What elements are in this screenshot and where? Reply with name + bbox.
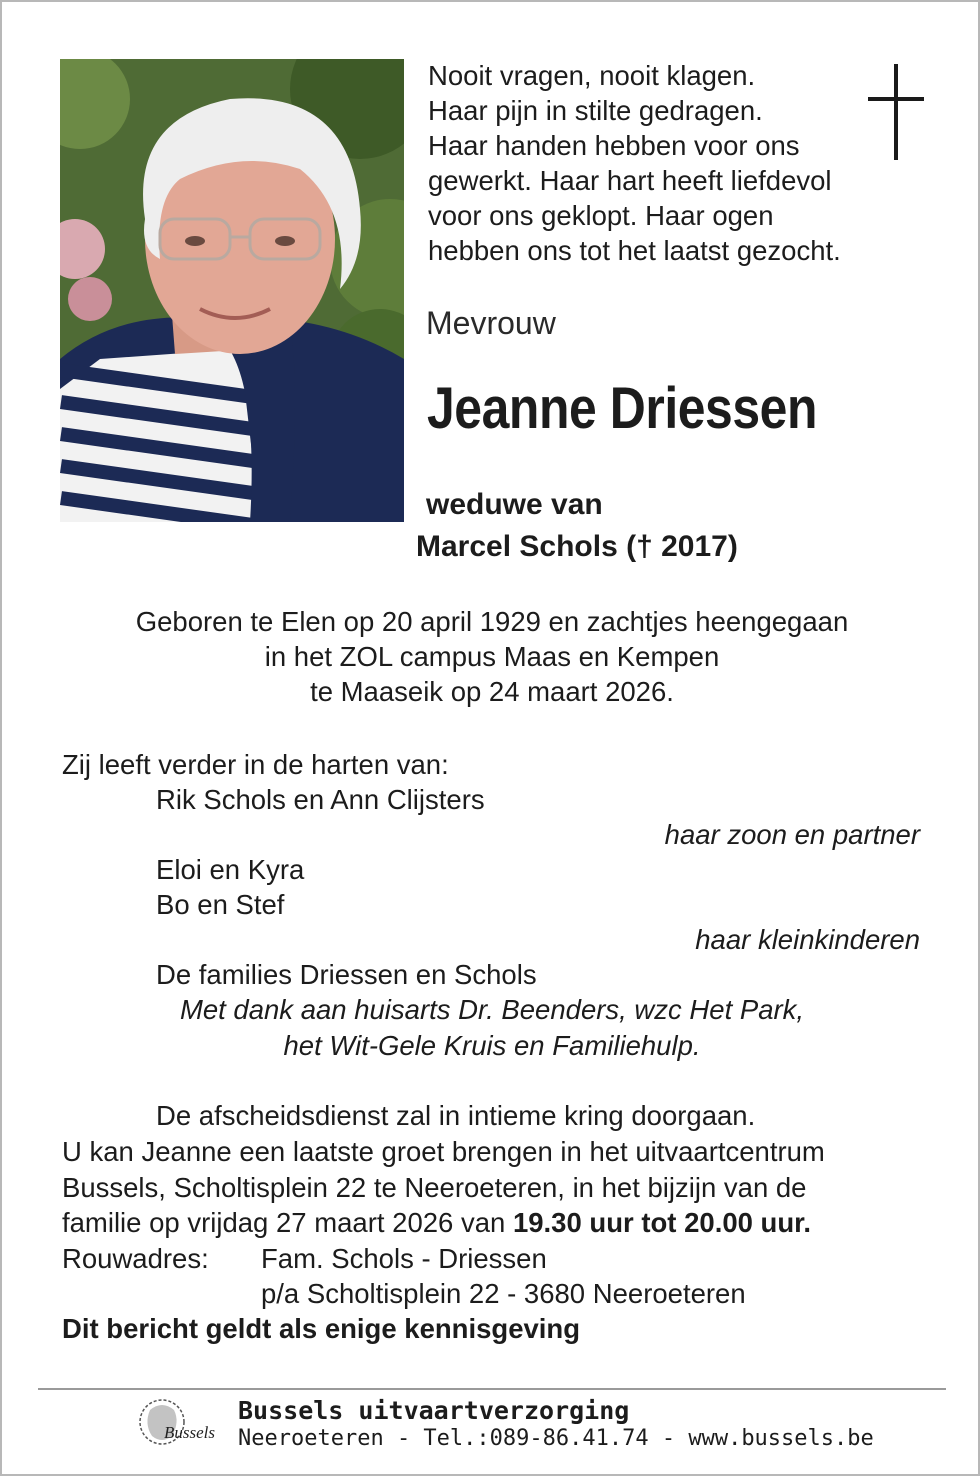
poem-line: Nooit vragen, nooit klagen.: [428, 60, 756, 91]
survivor-role: haar kleinkinderen: [695, 924, 920, 955]
survivor-families: De families Driessen en Schols: [156, 959, 537, 990]
poem-line: voor ons geklopt. Haar ogen: [428, 200, 774, 231]
honorific: Mevrouw: [426, 305, 556, 341]
deceased-name: Jeanne Driessen: [427, 376, 818, 441]
poem: [428, 58, 841, 268]
bussels-logo: [134, 1396, 224, 1454]
portrait-photo: [60, 59, 404, 522]
notice-text: Dit bericht geldt als enige kennisgeving: [62, 1313, 581, 1344]
poem-line: Haar pijn in stilte gedragen.: [428, 95, 763, 126]
address-label: Rouwadres:: [62, 1243, 209, 1274]
thanks-line: Met dank aan huisarts Dr. Beenders, wzc Het Park,: [179, 994, 805, 1025]
service-line: Bussels, Scholtisplein 22 te Neeroeteren, in het bijzijn van de: [62, 1172, 807, 1203]
cross-icon-bar: [868, 97, 924, 101]
service-line: De afscheidsdienst zal in intieme kring doorgaan.: [156, 1100, 756, 1131]
footer-divider: [38, 1388, 946, 1390]
survivor-grandchildren: Bo en Stef: [156, 889, 285, 920]
birth-death-line: Geboren te Elen op 20 april 1929 en zachtjes heengegaan: [135, 606, 849, 637]
survivor-grandchildren: Eloi en Kyra: [156, 854, 305, 885]
service-line: [62, 1206, 811, 1240]
address-line: Fam. Schols - Driessen: [261, 1243, 547, 1274]
survivors-intro: Zij leeft verder in de harten van:: [62, 749, 449, 780]
survivor-role: haar zoon en partner: [664, 819, 920, 850]
poem-line: gewerkt. Haar hart heeft liefdevol: [428, 165, 832, 196]
poem-line: hebben ons tot het laatst gezocht.: [428, 235, 841, 266]
service-date: familie op vrijdag 27 maart 2026 van: [62, 1207, 513, 1238]
company-contact: Neeroeteren - Tel.:089-86.41.74 - www.bussels.be: [238, 1426, 874, 1451]
service-time: 19.30 uur tot 20.00 uur.: [512, 1207, 811, 1238]
widow-of-label: weduwe van: [426, 488, 603, 521]
address-line: p/a Scholtisplein 22 - 3680 Neeroeteren: [261, 1278, 746, 1309]
birth-death-line: te Maaseik op 24 maart 2026.: [310, 676, 674, 707]
cross-icon: [894, 64, 898, 160]
spouse-name: Marcel Schols († 2017): [416, 530, 738, 563]
birth-death-text: [2, 604, 980, 709]
logo-text: Bussels: [164, 1423, 215, 1442]
birth-death-line: in het ZOL campus Maas en Kempen: [264, 641, 720, 672]
poem-line: Haar handen hebben voor ons: [428, 130, 800, 161]
thanks-line: het Wit-Gele Kruis en Familiehulp.: [283, 1030, 701, 1061]
service-line: U kan Jeanne een laatste groet brengen in het uitvaartcentrum: [62, 1136, 825, 1167]
company-name: Bussels uitvaartverzorging: [238, 1396, 630, 1425]
survivor-son: Rik Schols en Ann Clijsters: [156, 784, 485, 815]
